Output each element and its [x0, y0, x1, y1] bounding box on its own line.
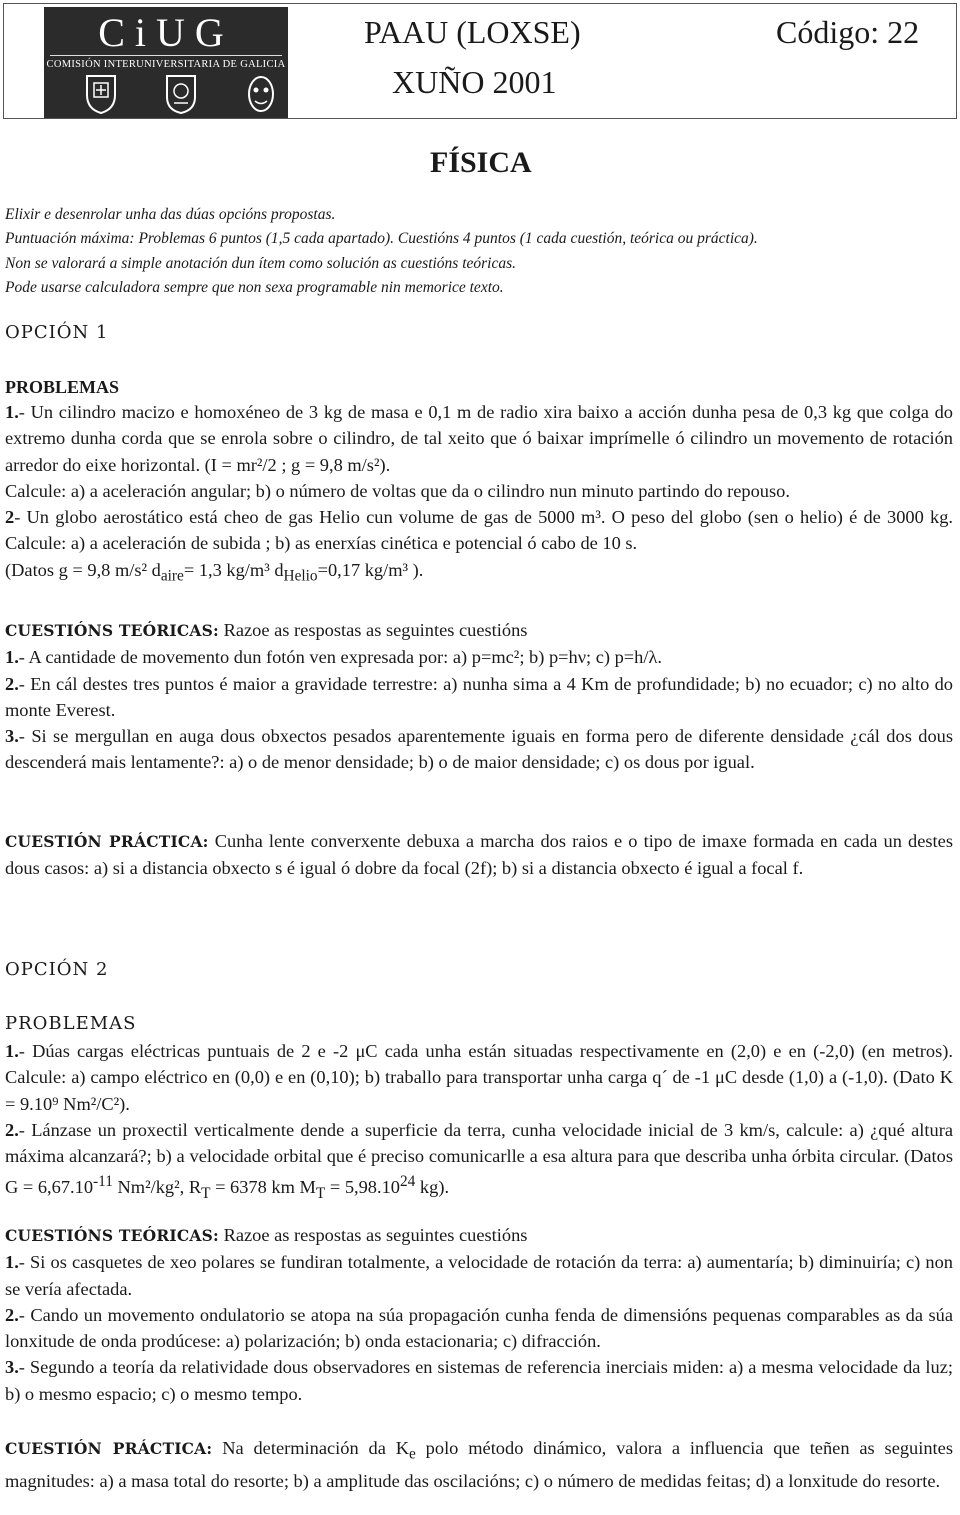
practical-item	[5, 1435, 953, 1494]
question-number: 2.	[5, 673, 19, 694]
problem-item	[5, 399, 953, 478]
question-text: - Segundo a teoría da relatividade dous observadores en sistemas de referencia inerciais miden: a) a mesma velocidade da luz; b) o mesmo espacio; c) o mesmo tempo.	[5, 1357, 953, 1404]
problem-text: - Un globo aerostático está cheo de gas Helio cun volume de gas de 5000 m³. O peso del globo (sen o helio) é de 3000 kg. Calcule: a) a aceleración de subida ; b) as enerxías cinética e potencial ó cabo de 10 s.	[5, 507, 953, 554]
problem-text: = 6378 km M	[210, 1177, 316, 1198]
problem-text: kg).	[415, 1177, 450, 1198]
practical-text: polo método dinámico, valora a influencia que teñen as seguintes magnitudes: a) a masa total do resorte; b) a amplitude das oscilacións; c) o número de medidas feitas; d) a lonxitude do resorte.	[5, 1438, 953, 1491]
instruction-line: Puntuación máxima: Problemas 6 puntos (1,5 cada apartado). Cuestións 4 puntos (1 cada cuestión, teórica ou práctica).	[5, 230, 758, 248]
option2-theory	[5, 1222, 953, 1407]
logo-divider	[50, 55, 282, 56]
subscript: T	[315, 1185, 326, 1203]
question-item	[5, 671, 953, 724]
problem-item	[5, 1038, 953, 1117]
problem-item: Calcule: a) a aceleración angular; b) o número de voltas que da o cilindro nun minuto partindo do repouso.	[5, 480, 790, 501]
theory-heading: CUESTIÓNS TEÓRICAS:	[5, 621, 219, 640]
instruction-line: Elixir e desenrolar unha das dúas opcións propostas.	[5, 206, 336, 223]
ciug-logo	[44, 7, 288, 118]
exam-date: XUÑO 2001	[392, 64, 557, 100]
question-item	[5, 1249, 953, 1302]
option1-theory	[5, 617, 953, 776]
option1-problems	[5, 399, 953, 590]
option1-practical	[5, 828, 953, 882]
question-number: 1.	[5, 1252, 19, 1273]
question-number: 3.	[5, 1357, 19, 1378]
subscript: aire	[160, 567, 184, 585]
subscript: T	[201, 1185, 211, 1203]
question-item	[5, 723, 953, 776]
question-text: - Si se mergullan en auga dous obxectos pesados aparentemente iguais en forma pero de diferente densidade ¿cál dos dous descenderá mais lentamente?: a) o de menor densidade; b) o de maior densidade; c) os dous por igual.	[5, 726, 953, 773]
problem-text: - Dúas cargas eléctricas puntuais de 2 e -2 μC cada unha están situadas respectivamente en (2,0) e en (-2,0) (en metros). Calcule: a) campo eléctrico en (0,0) e en (0,10); b) traballo para transportar unha carga q´ de -1 μC desde (1,0) a (-1,0). (Dato K = 9.10⁹ Nm²/C²).	[5, 1041, 953, 1114]
problem-number: 1.	[5, 402, 19, 422]
instruction-line: Non se valorará a simple anotación dun ítem como solución as cuestións teóricas.	[5, 254, 517, 272]
practical-heading: CUESTIÓN PRÁCTICA:	[5, 1439, 213, 1458]
crest-emblem-icon	[164, 73, 198, 115]
shield-emblem-icon	[84, 73, 118, 115]
option1-problems-heading: PROBLEMAS	[5, 377, 120, 397]
option2-practical	[5, 1435, 953, 1494]
theory-heading: CUESTIÓNS TEÓRICAS:	[5, 1226, 219, 1245]
practical-text: Cunha lente converxente debuxa a marcha dos raios e o tipo de imaxe formada en cada un destes dous casos: a) si a distancia obxecto s é igual ó dobre da focal (2f); b) si a distancia obxecto é igual a focal f.	[5, 831, 953, 879]
instructions	[5, 203, 955, 300]
logo-title: CiUG	[98, 10, 234, 55]
question-item	[5, 1302, 953, 1355]
exam-header	[3, 3, 957, 119]
problem-text: - Lánzase un proxectil verticalmente dende a superficie da terra, cunha velocidade inicial de 3 km/s, calcule: a) ¿qué altura máxima alcanzará?; b) a velocidade orbital que é preciso comunicarlle a esa altura para que describa unha órbita circular. (Datos G = 6,67.10	[5, 1119, 953, 1198]
instruction-line: Pode usarse calculadora sempre que non sexa programable nin memorice texto.	[5, 278, 504, 296]
option2-problems-heading: PROBLEMAS	[5, 1013, 137, 1034]
data-text: =0,17 kg/m³ ).	[317, 559, 424, 580]
problem-number: 2	[5, 507, 15, 528]
university-emblems	[84, 73, 284, 117]
superscript: 24	[400, 1173, 416, 1191]
subscript: e	[409, 1445, 416, 1463]
problem-text: = 5,98.10	[325, 1177, 400, 1198]
problem-number: 1.	[5, 1041, 19, 1061]
problem-item	[5, 504, 953, 557]
problem-item	[5, 1117, 953, 1208]
option2-problems	[5, 1038, 953, 1208]
problem-number: 2.	[5, 1119, 19, 1140]
theory-intro: Razoe as respostas as seguintes cuestións	[218, 620, 528, 640]
question-number: 2.	[5, 1304, 19, 1325]
question-text: - A cantidade de movemento dun fotón ven expresada por: a) p=mc²; b) p=hν; c) p=h/λ.	[18, 647, 663, 668]
question-text: - Si os casquetes de xeo polares se fundiran totalmente, a velocidade de rotación da terra: a) aumentaría; b) diminuiría; c) non se vería afectada.	[5, 1252, 953, 1299]
problem-text: - Un cilindro macizo e homoxéneo de 3 kg de masa e 0,1 m de radio xira baixo a acción dunha pesa de 0,3 kg que colga do extremo dunha corda que se enrola sobre o cilindro, de tal xeito que ó baixar imprímelle ó cilindro un movemento de rotación arredor do eixe horizontal. (I = mr²/2 ; g = 9,8 m/s²).	[5, 402, 953, 475]
question-text: - En cál destes tres puntos é maior a gravidade terrestre: a) nunha sima a 4 Km de profundidade; b) no ecuador; c) no alto do monte Everest.	[5, 673, 953, 720]
exam-code: Código: 22	[776, 14, 920, 50]
logo-subtitle: COMISIÓN INTERUNIVERSITARIA DE GALICIA	[46, 59, 286, 70]
option2-heading: OPCIÓN 2	[5, 959, 109, 980]
subject-title: FÍSICA	[430, 146, 532, 179]
question-item	[5, 644, 953, 670]
problem-data	[5, 557, 953, 590]
data-text: (Datos g = 9,8 m/s² d	[5, 559, 161, 580]
mask-emblem-icon	[244, 73, 278, 115]
question-text: - Cando un movemento ondulatorio se atopa na súa propagación cunha fenda de dimensións pequenas comparables as da súa lonxitude de onda prodúcese: a) polarización; b) onda estacionaria; c) difracción.	[5, 1304, 953, 1352]
question-number: 1.	[5, 647, 19, 668]
question-number: 3.	[5, 726, 19, 747]
exam-title: PAAU (LOXSE)	[364, 14, 581, 50]
data-text: = 1,3 kg/m³ d	[183, 559, 284, 580]
problem-text: Nm²/kg², R	[112, 1177, 202, 1198]
theory-heading-line	[5, 617, 953, 644]
practical-item	[5, 828, 953, 882]
practical-heading: CUESTIÓN PRÁCTICA:	[5, 832, 209, 851]
practical-text: Na determinación da K	[212, 1438, 410, 1458]
subscript: Helio	[283, 567, 318, 585]
theory-intro: Razoe as respostas as seguintes cuestións	[218, 1225, 528, 1245]
theory-heading-line	[5, 1222, 953, 1249]
question-item	[5, 1354, 953, 1407]
superscript: -11	[93, 1173, 113, 1191]
option1-heading: OPCIÓN 1	[5, 322, 109, 343]
